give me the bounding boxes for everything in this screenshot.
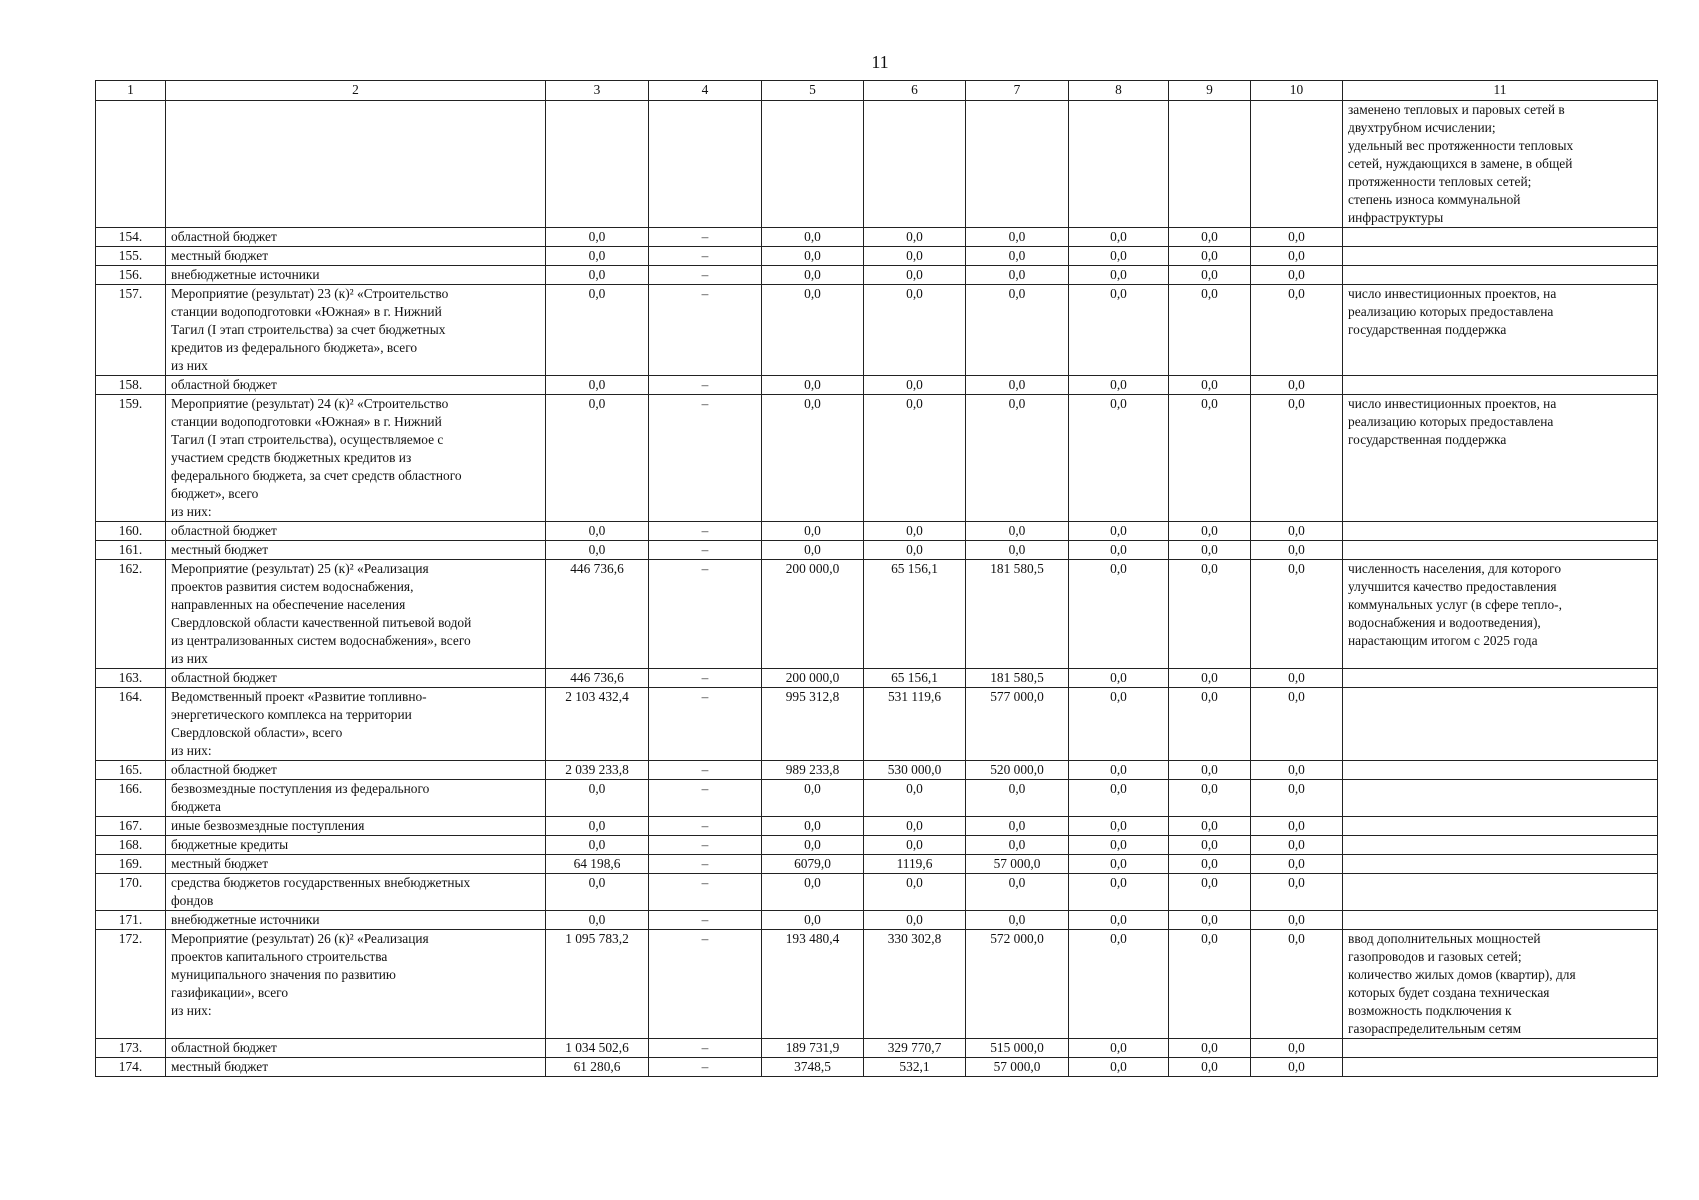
value-cell: – <box>649 855 762 874</box>
value-cell: 0,0 <box>546 247 649 266</box>
value-cell: 0,0 <box>1251 817 1343 836</box>
value-cell: 0,0 <box>546 395 649 522</box>
value-cell: 0,0 <box>762 836 864 855</box>
value-cell: – <box>649 930 762 1039</box>
value-cell: 0,0 <box>966 228 1069 247</box>
table-row <box>96 688 1658 761</box>
value-cell: 0,0 <box>864 780 966 817</box>
value-cell: 0,0 <box>1069 855 1169 874</box>
row-number: 165. <box>96 761 166 780</box>
value-cell: – <box>649 1039 762 1058</box>
value-cell: 0,0 <box>1251 285 1343 376</box>
value-cell: 0,0 <box>966 780 1069 817</box>
value-cell: 0,0 <box>1169 560 1251 669</box>
value-cell: 0,0 <box>1169 817 1251 836</box>
row-description: иные безвозмездные поступления <box>166 817 546 836</box>
value-cell: 0,0 <box>966 911 1069 930</box>
indicator-note <box>1343 1039 1658 1058</box>
row-number: 159. <box>96 395 166 522</box>
table-row <box>96 780 1658 817</box>
value-cell: 0,0 <box>1169 1058 1251 1077</box>
value-cell: 0,0 <box>864 266 966 285</box>
column-header: 4 <box>649 81 762 101</box>
value-cell: – <box>649 688 762 761</box>
value-cell <box>864 101 966 228</box>
value-cell: 0,0 <box>966 874 1069 911</box>
value-cell: 0,0 <box>1251 669 1343 688</box>
row-number: 160. <box>96 522 166 541</box>
value-cell: – <box>649 1058 762 1077</box>
value-cell: 181 580,5 <box>966 669 1069 688</box>
value-cell: 0,0 <box>1069 541 1169 560</box>
value-cell: 0,0 <box>1069 836 1169 855</box>
value-cell: 329 770,7 <box>864 1039 966 1058</box>
table-row <box>96 285 1658 376</box>
value-cell: 0,0 <box>762 522 864 541</box>
value-cell: 530 000,0 <box>864 761 966 780</box>
value-cell: 0,0 <box>1169 376 1251 395</box>
column-header: 2 <box>166 81 546 101</box>
value-cell: 1 095 783,2 <box>546 930 649 1039</box>
value-cell: 0,0 <box>762 285 864 376</box>
table-row <box>96 101 1658 228</box>
value-cell: 0,0 <box>864 541 966 560</box>
table-row <box>96 266 1658 285</box>
value-cell: 0,0 <box>966 376 1069 395</box>
value-cell: 0,0 <box>762 376 864 395</box>
row-description <box>166 101 546 228</box>
value-cell: 0,0 <box>864 522 966 541</box>
value-cell: 0,0 <box>864 285 966 376</box>
row-description: местный бюджет <box>166 1058 546 1077</box>
table-row <box>96 1039 1658 1058</box>
value-cell: 0,0 <box>966 247 1069 266</box>
table-row <box>96 761 1658 780</box>
value-cell: 0,0 <box>762 911 864 930</box>
value-cell: 189 731,9 <box>762 1039 864 1058</box>
indicator-note <box>1343 669 1658 688</box>
value-cell: 61 280,6 <box>546 1058 649 1077</box>
row-description: местный бюджет <box>166 541 546 560</box>
value-cell: – <box>649 228 762 247</box>
value-cell: – <box>649 560 762 669</box>
value-cell: 2 103 432,4 <box>546 688 649 761</box>
row-number: 156. <box>96 266 166 285</box>
value-cell: 200 000,0 <box>762 669 864 688</box>
indicator-note <box>1343 376 1658 395</box>
row-description: Ведомственный проект «Развитие топливно- энергетического комплекса на территории Свердловской области», всего из них: <box>166 688 546 761</box>
column-header: 1 <box>96 81 166 101</box>
row-description: областной бюджет <box>166 228 546 247</box>
value-cell: 0,0 <box>1169 688 1251 761</box>
row-description: областной бюджет <box>166 376 546 395</box>
row-description: безвозмездные поступления из федерального бюджета <box>166 780 546 817</box>
value-cell: 57 000,0 <box>966 855 1069 874</box>
value-cell: 0,0 <box>546 874 649 911</box>
value-cell: 0,0 <box>762 817 864 836</box>
indicator-note <box>1343 836 1658 855</box>
value-cell <box>762 101 864 228</box>
value-cell: 0,0 <box>1169 395 1251 522</box>
row-description: средства бюджетов государственных внебюджетных фондов <box>166 874 546 911</box>
value-cell: 0,0 <box>762 780 864 817</box>
row-number: 155. <box>96 247 166 266</box>
value-cell <box>546 101 649 228</box>
value-cell: 989 233,8 <box>762 761 864 780</box>
value-cell: 0,0 <box>1069 1058 1169 1077</box>
value-cell: 0,0 <box>864 817 966 836</box>
column-header: 7 <box>966 81 1069 101</box>
value-cell: 446 736,6 <box>546 560 649 669</box>
value-cell: 0,0 <box>1069 247 1169 266</box>
value-cell: 0,0 <box>1251 761 1343 780</box>
table-row <box>96 541 1658 560</box>
value-cell: 1119,6 <box>864 855 966 874</box>
value-cell: 0,0 <box>762 228 864 247</box>
value-cell: 0,0 <box>1069 669 1169 688</box>
table-row <box>96 930 1658 1039</box>
value-cell: 0,0 <box>966 395 1069 522</box>
value-cell: 0,0 <box>1069 911 1169 930</box>
indicator-note <box>1343 761 1658 780</box>
value-cell: 181 580,5 <box>966 560 1069 669</box>
value-cell: – <box>649 874 762 911</box>
value-cell: 532,1 <box>864 1058 966 1077</box>
value-cell: – <box>649 266 762 285</box>
value-cell: 0,0 <box>546 836 649 855</box>
indicator-note: численность населения, для которого улучшится качество предоставления коммунальных услуг (в сфере тепло-, водоснабжения и водоотведения), нарастающим итогом с 2025 года <box>1343 560 1658 669</box>
value-cell: 0,0 <box>1251 266 1343 285</box>
row-number: 166. <box>96 780 166 817</box>
value-cell: 0,0 <box>1069 522 1169 541</box>
value-cell: 57 000,0 <box>966 1058 1069 1077</box>
value-cell: 0,0 <box>1069 266 1169 285</box>
value-cell: 0,0 <box>546 376 649 395</box>
value-cell: 0,0 <box>1169 669 1251 688</box>
row-number: 170. <box>96 874 166 911</box>
column-header: 3 <box>546 81 649 101</box>
value-cell: 0,0 <box>966 541 1069 560</box>
value-cell: 64 198,6 <box>546 855 649 874</box>
column-header: 6 <box>864 81 966 101</box>
value-cell: 0,0 <box>1169 855 1251 874</box>
row-number: 163. <box>96 669 166 688</box>
value-cell: 330 302,8 <box>864 930 966 1039</box>
value-cell: 0,0 <box>864 911 966 930</box>
value-cell: 193 480,4 <box>762 930 864 1039</box>
value-cell: 2 039 233,8 <box>546 761 649 780</box>
value-cell: 572 000,0 <box>966 930 1069 1039</box>
value-cell: 0,0 <box>546 285 649 376</box>
value-cell: 0,0 <box>1251 930 1343 1039</box>
row-number: 171. <box>96 911 166 930</box>
row-description: внебюджетные источники <box>166 266 546 285</box>
value-cell: 200 000,0 <box>762 560 864 669</box>
indicator-note: число инвестиционных проектов, на реализацию которых предоставлена государственная поддержка <box>1343 285 1658 376</box>
row-number: 161. <box>96 541 166 560</box>
row-number: 164. <box>96 688 166 761</box>
value-cell: 0,0 <box>966 817 1069 836</box>
row-number: 169. <box>96 855 166 874</box>
indicator-note <box>1343 541 1658 560</box>
column-header: 9 <box>1169 81 1251 101</box>
value-cell <box>1069 101 1169 228</box>
value-cell: 0,0 <box>1069 395 1169 522</box>
value-cell: 0,0 <box>1169 266 1251 285</box>
indicator-note <box>1343 247 1658 266</box>
row-number: 162. <box>96 560 166 669</box>
row-description: областной бюджет <box>166 1039 546 1058</box>
value-cell: – <box>649 780 762 817</box>
table-header-row <box>96 81 1658 101</box>
value-cell: – <box>649 817 762 836</box>
value-cell: – <box>649 376 762 395</box>
indicator-note <box>1343 780 1658 817</box>
row-number: 168. <box>96 836 166 855</box>
indicator-note <box>1343 688 1658 761</box>
value-cell: 65 156,1 <box>864 669 966 688</box>
value-cell: 0,0 <box>1251 376 1343 395</box>
row-description: областной бюджет <box>166 522 546 541</box>
value-cell: 0,0 <box>762 541 864 560</box>
table-row <box>96 395 1658 522</box>
value-cell: 0,0 <box>1069 376 1169 395</box>
table-row <box>96 817 1658 836</box>
value-cell: – <box>649 522 762 541</box>
value-cell: 0,0 <box>1069 761 1169 780</box>
value-cell: 0,0 <box>966 522 1069 541</box>
value-cell: 0,0 <box>1069 285 1169 376</box>
value-cell: 0,0 <box>546 911 649 930</box>
indicator-note: заменено тепловых и паровых сетей в двухтрубном исчислении; удельный вес протяженности тепловых сетей, нуждающихся в замене, в общей протяженности тепловых сетей; степень износа коммунальной инфраструктуры <box>1343 101 1658 228</box>
value-cell: 0,0 <box>966 266 1069 285</box>
indicator-note <box>1343 817 1658 836</box>
value-cell: 0,0 <box>1069 228 1169 247</box>
value-cell: 0,0 <box>1169 228 1251 247</box>
value-cell: 0,0 <box>1069 560 1169 669</box>
value-cell: 3748,5 <box>762 1058 864 1077</box>
value-cell: 0,0 <box>546 266 649 285</box>
value-cell: 0,0 <box>1251 522 1343 541</box>
table-row <box>96 669 1658 688</box>
value-cell: 0,0 <box>1169 780 1251 817</box>
value-cell: – <box>649 247 762 266</box>
value-cell: 0,0 <box>1069 817 1169 836</box>
value-cell: 0,0 <box>1251 780 1343 817</box>
budget-table <box>95 80 1658 1077</box>
value-cell: 0,0 <box>1251 228 1343 247</box>
row-description: местный бюджет <box>166 855 546 874</box>
value-cell: – <box>649 669 762 688</box>
value-cell: 0,0 <box>1169 541 1251 560</box>
indicator-note: число инвестиционных проектов, на реализацию которых предоставлена государственная поддержка <box>1343 395 1658 522</box>
row-description: областной бюджет <box>166 669 546 688</box>
value-cell: 0,0 <box>762 266 864 285</box>
table-row <box>96 228 1658 247</box>
value-cell: 0,0 <box>1169 247 1251 266</box>
table-row <box>96 376 1658 395</box>
value-cell: 531 119,6 <box>864 688 966 761</box>
value-cell: 577 000,0 <box>966 688 1069 761</box>
value-cell: 995 312,8 <box>762 688 864 761</box>
value-cell <box>1251 101 1343 228</box>
value-cell: 0,0 <box>1069 688 1169 761</box>
table-row <box>96 247 1658 266</box>
value-cell: – <box>649 911 762 930</box>
column-header: 10 <box>1251 81 1343 101</box>
row-description: Мероприятие (результат) 26 (к)² «Реализация проектов капитального строительства муниципального значения по развитию газификации», всего из них: <box>166 930 546 1039</box>
table-row <box>96 560 1658 669</box>
value-cell: – <box>649 836 762 855</box>
value-cell: 0,0 <box>864 395 966 522</box>
value-cell: 0,0 <box>1251 560 1343 669</box>
value-cell: 0,0 <box>966 285 1069 376</box>
row-number: 158. <box>96 376 166 395</box>
value-cell: 0,0 <box>762 395 864 522</box>
row-description: областной бюджет <box>166 761 546 780</box>
value-cell <box>649 101 762 228</box>
indicator-note <box>1343 855 1658 874</box>
value-cell: 0,0 <box>1069 1039 1169 1058</box>
value-cell: – <box>649 761 762 780</box>
value-cell: – <box>649 541 762 560</box>
value-cell: 0,0 <box>762 874 864 911</box>
row-number <box>96 101 166 228</box>
value-cell: 0,0 <box>546 522 649 541</box>
row-number: 173. <box>96 1039 166 1058</box>
row-description: Мероприятие (результат) 25 (к)² «Реализация проектов развития систем водоснабжения, направленных на обеспечение населения Свердловской области качественной питьевой водой из централизованных систем водоснабжения», всего из них <box>166 560 546 669</box>
value-cell: 515 000,0 <box>966 1039 1069 1058</box>
row-number: 172. <box>96 930 166 1039</box>
value-cell: 1 034 502,6 <box>546 1039 649 1058</box>
column-header: 8 <box>1069 81 1169 101</box>
value-cell: 0,0 <box>1251 1058 1343 1077</box>
value-cell: 0,0 <box>1251 395 1343 522</box>
value-cell: 446 736,6 <box>546 669 649 688</box>
row-number: 174. <box>96 1058 166 1077</box>
column-header: 11 <box>1343 81 1658 101</box>
row-number: 157. <box>96 285 166 376</box>
value-cell <box>966 101 1069 228</box>
value-cell: 0,0 <box>1251 247 1343 266</box>
value-cell: 0,0 <box>864 247 966 266</box>
value-cell: 0,0 <box>864 228 966 247</box>
value-cell: 0,0 <box>1251 874 1343 911</box>
value-cell: 0,0 <box>864 874 966 911</box>
value-cell: 0,0 <box>546 541 649 560</box>
value-cell: 0,0 <box>546 228 649 247</box>
value-cell: 0,0 <box>1169 1039 1251 1058</box>
value-cell: 0,0 <box>1251 541 1343 560</box>
value-cell: 0,0 <box>1169 836 1251 855</box>
value-cell: 0,0 <box>1251 1039 1343 1058</box>
value-cell <box>1169 101 1251 228</box>
value-cell: 0,0 <box>1069 874 1169 911</box>
value-cell: 0,0 <box>546 817 649 836</box>
value-cell: 0,0 <box>1169 761 1251 780</box>
row-description: внебюджетные источники <box>166 911 546 930</box>
value-cell: 0,0 <box>864 376 966 395</box>
indicator-note <box>1343 522 1658 541</box>
row-description: бюджетные кредиты <box>166 836 546 855</box>
table-row <box>96 911 1658 930</box>
value-cell: – <box>649 285 762 376</box>
value-cell: 0,0 <box>1251 688 1343 761</box>
value-cell: 520 000,0 <box>966 761 1069 780</box>
value-cell: 0,0 <box>1069 930 1169 1039</box>
column-header: 5 <box>762 81 864 101</box>
value-cell: 0,0 <box>1169 930 1251 1039</box>
table-row <box>96 1058 1658 1077</box>
table-row <box>96 836 1658 855</box>
indicator-note <box>1343 1058 1658 1077</box>
row-description: местный бюджет <box>166 247 546 266</box>
value-cell: 0,0 <box>966 836 1069 855</box>
value-cell: 0,0 <box>1069 780 1169 817</box>
value-cell: – <box>649 395 762 522</box>
value-cell: 0,0 <box>1169 522 1251 541</box>
indicator-note: ввод дополнительных мощностей газопроводов и газовых сетей; количество жилых домов (квартир), для которых будет создана техническая возможность подключения к газораспределительным сетям <box>1343 930 1658 1039</box>
row-number: 167. <box>96 817 166 836</box>
row-description: Мероприятие (результат) 24 (к)² «Строительство станции водоподготовки «Южная» в г. Нижний Тагил (I этап строительства), осуществляемое с участием средств бюджетных кредитов из федерального бюджета, за счет средств областного бюджет», всего из них: <box>166 395 546 522</box>
value-cell: 0,0 <box>1169 911 1251 930</box>
value-cell: 0,0 <box>1251 855 1343 874</box>
table-row <box>96 874 1658 911</box>
indicator-note <box>1343 228 1658 247</box>
table-row <box>96 855 1658 874</box>
indicator-note <box>1343 266 1658 285</box>
value-cell: 0,0 <box>1169 285 1251 376</box>
page-number: 11 <box>871 52 889 72</box>
value-cell: 6079,0 <box>762 855 864 874</box>
value-cell: 65 156,1 <box>864 560 966 669</box>
indicator-note <box>1343 911 1658 930</box>
value-cell: 0,0 <box>864 836 966 855</box>
value-cell: 0,0 <box>762 247 864 266</box>
value-cell: 0,0 <box>546 780 649 817</box>
indicator-note <box>1343 874 1658 911</box>
value-cell: 0,0 <box>1251 836 1343 855</box>
row-description: Мероприятие (результат) 23 (к)² «Строительство станции водоподготовки «Южная» в г. Нижний Тагил (I этап строительства) за счет бюджетных кредитов из федерального бюджета», всего из них <box>166 285 546 376</box>
value-cell: 0,0 <box>1169 874 1251 911</box>
value-cell: 0,0 <box>1251 911 1343 930</box>
row-number: 154. <box>96 228 166 247</box>
table-row <box>96 522 1658 541</box>
